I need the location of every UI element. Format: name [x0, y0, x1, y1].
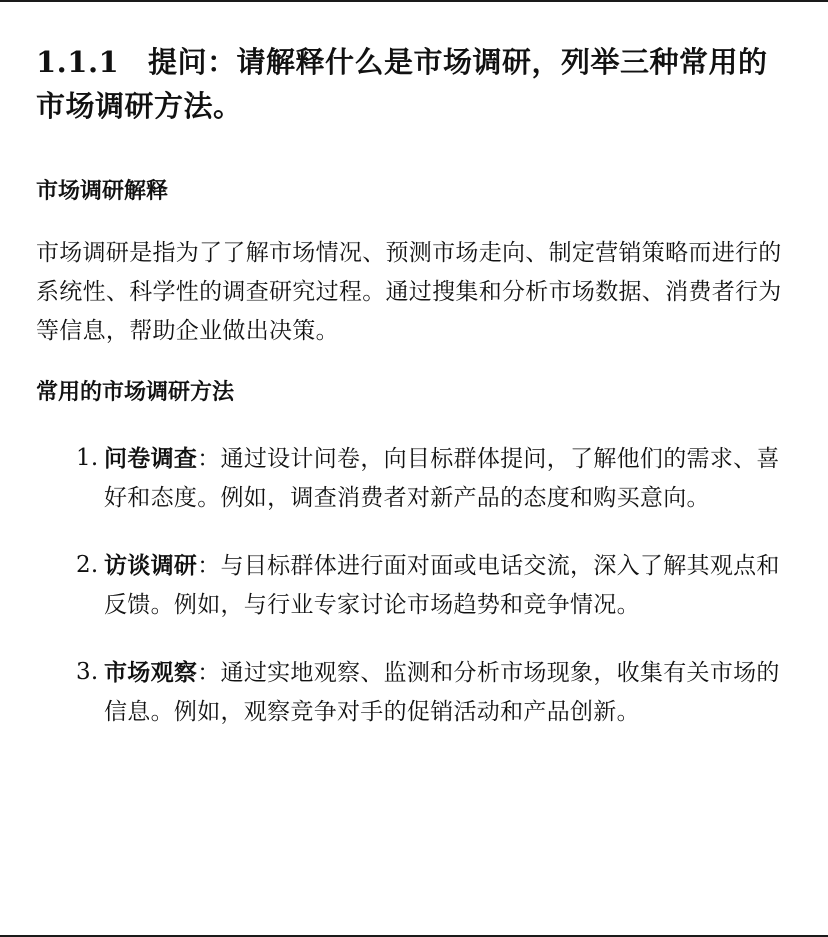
- section-heading-methods: 常用的市场调研方法: [36, 379, 235, 405]
- list-item-term: 访谈调研: [104, 552, 198, 579]
- document-content: [36, 40, 796, 760]
- list-item-text: 通过设计问卷，向目标群体提问，了解他们的需求、喜好和态度。例如，调查消费者对新产品的态度和购买意向。: [104, 446, 780, 511]
- page-title: [36, 40, 796, 128]
- list-item-separator: ：: [197, 446, 221, 472]
- list-item-term: 市场观察: [104, 659, 198, 686]
- list-item-separator: ：: [197, 553, 221, 579]
- list-item-term: 问卷调查: [104, 445, 198, 472]
- list-item: [36, 546, 796, 625]
- list-item-index: 3.: [76, 659, 99, 685]
- list-item-text: 通过实地观察、监测和分析市场现象，收集有关市场的信息。例如，观察竞争对手的促销活动和产品创新。: [104, 660, 780, 725]
- section-number: 1.1.1: [36, 45, 120, 79]
- list-item: [36, 653, 796, 732]
- methods-list: [36, 439, 796, 732]
- list-item-index: 1.: [76, 445, 99, 471]
- list-item: [36, 439, 796, 518]
- explanation-paragraph: 市场调研是指为了了解市场情况、预测市场走向、制定营销策略而进行的系统性、科学性的调查研究过程。通过搜集和分析市场数据、消费者行为等信息，帮助企业做出决策。: [36, 240, 782, 344]
- section-heading-explanation: 市场调研解释: [36, 178, 169, 204]
- list-item-index: 2.: [76, 552, 99, 578]
- list-item-text: 与目标群体进行面对面或电话交流，深入了解其观点和反馈。例如，与行业专家讨论市场趋势和竞争情况。: [104, 553, 780, 618]
- title-text: 提问：请解释什么是市场调研，列举三种常用的市场调研方法。: [36, 45, 768, 123]
- list-item-separator: ：: [197, 660, 221, 686]
